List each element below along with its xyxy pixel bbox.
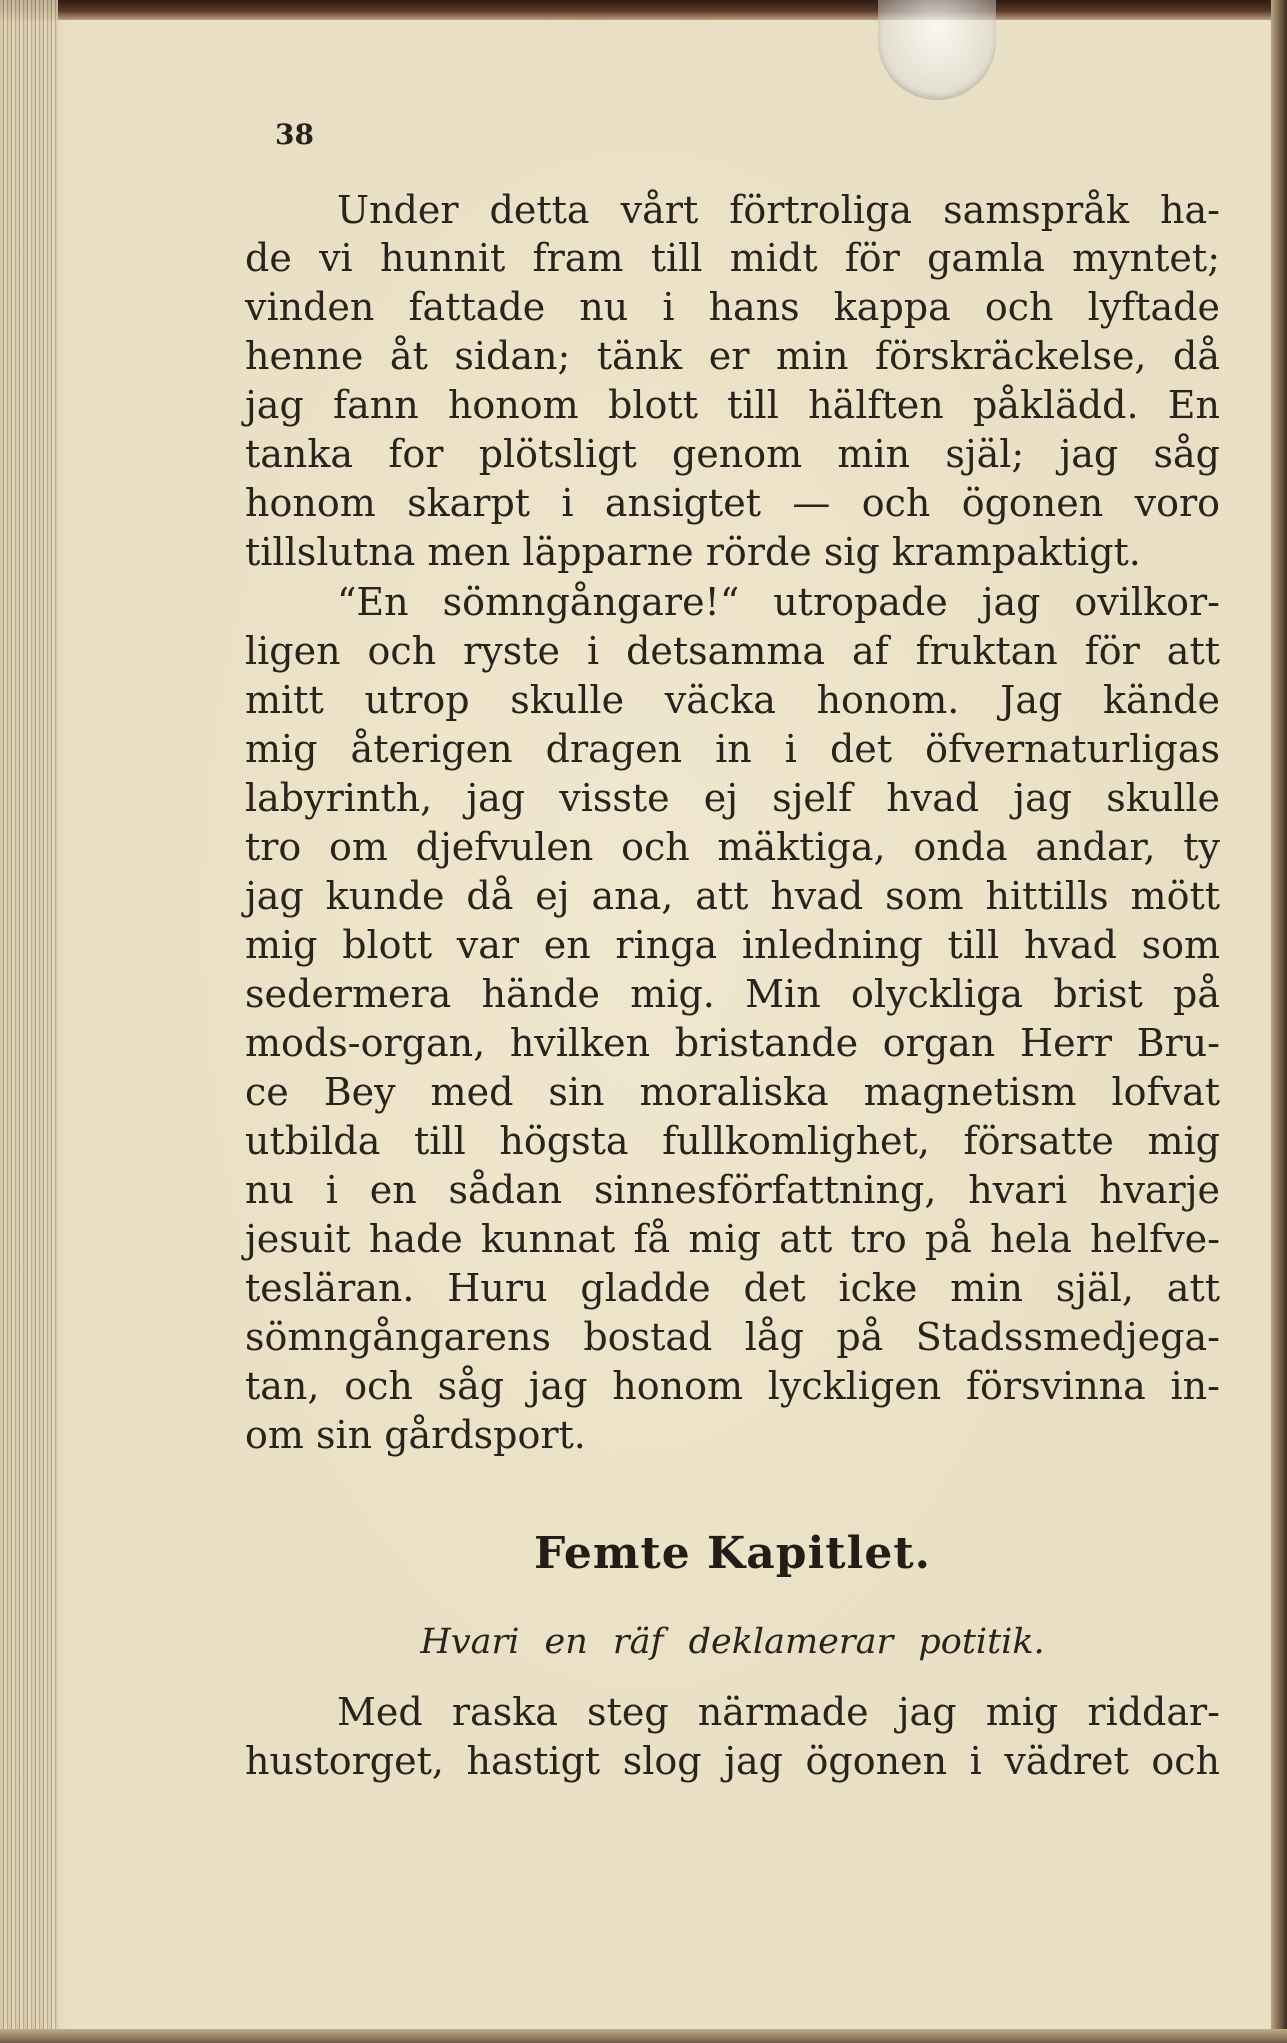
text-line: tesläran. Huru gladde det icke min själ, att — [245, 1266, 1220, 1310]
text-line: tro om djefvulen och mäktiga, onda andar, ty — [245, 825, 1220, 869]
text-line: “En sömngångare!“ utropade jag ovilkor- — [337, 580, 1220, 624]
text-line: ce Bey med sin moraliska magnetism lofvat — [245, 1070, 1220, 1114]
text-line: Med raska steg närmade jag mig riddar- — [337, 1690, 1220, 1734]
text-line: vinden fattade nu i hans kappa och lyftade — [245, 285, 1220, 329]
text-line: sedermera hände mig. Min olyckliga brist på — [245, 972, 1220, 1016]
text-line: jag kunde då ej ana, att hvad som hittills mött — [245, 874, 1220, 918]
text-line: labyrinth, jag visste ej sjelf hvad jag skulle — [245, 776, 1220, 820]
text-line: mig återigen dragen in i det öfvernaturligas — [245, 727, 1220, 771]
book-binding-top — [0, 0, 1287, 20]
chapter-title: Femte Kapitlet. — [534, 1528, 931, 1579]
text-line: sömngångarens bostad låg på Stadssmedjega- — [245, 1315, 1220, 1359]
page-edge-right — [1271, 0, 1287, 2043]
page-edge-bottom — [0, 2029, 1287, 2043]
page-clip — [878, 0, 996, 100]
text-line: mig blott var en ringa inledning till hvad som — [245, 923, 1220, 967]
text-line: om sin gårdsport. — [245, 1413, 586, 1457]
text-line: nu i en sådan sinnesförfattning, hvari hvarje — [245, 1168, 1220, 1212]
text-line: ligen och ryste i detsamma af fruktan för att — [245, 629, 1220, 673]
text-line: Under detta vårt förtroliga samspråk ha- — [337, 188, 1220, 232]
page-number: 38 — [275, 118, 314, 151]
text-line: utbilda till högsta fullkomlighet, försatte mig — [245, 1119, 1220, 1163]
page-edges-left — [0, 0, 58, 2043]
text-line: mods-organ, hvilken bristande organ Herr Bru- — [245, 1021, 1220, 1065]
text-line: tillslutna men läpparne rörde sig krampaktigt. — [245, 530, 1141, 574]
text-line: jesuit hade kunnat få mig att tro på hela helfve- — [245, 1217, 1220, 1261]
text-line: hustorget, hastigt slog jag ögonen i vädret och — [245, 1739, 1220, 1783]
text-line: jag fann honom blott till hälften påklädd. En — [245, 383, 1220, 427]
text-line: de vi hunnit fram till midt för gamla myntet; — [245, 236, 1220, 280]
text-line: tanka for plötsligt genom min själ; jag såg — [245, 432, 1220, 476]
chapter-subtitle: Hvari en räf deklamerar potitik. — [420, 1622, 1045, 1662]
text-line: honom skarpt i ansigtet — och ögonen voro — [245, 481, 1220, 525]
text-line: tan, och såg jag honom lyckligen försvinna in- — [245, 1364, 1220, 1408]
text-line: henne åt sidan; tänk er min förskräckelse, då — [245, 334, 1220, 378]
text-line: mitt utrop skulle väcka honom. Jag kände — [245, 678, 1220, 722]
